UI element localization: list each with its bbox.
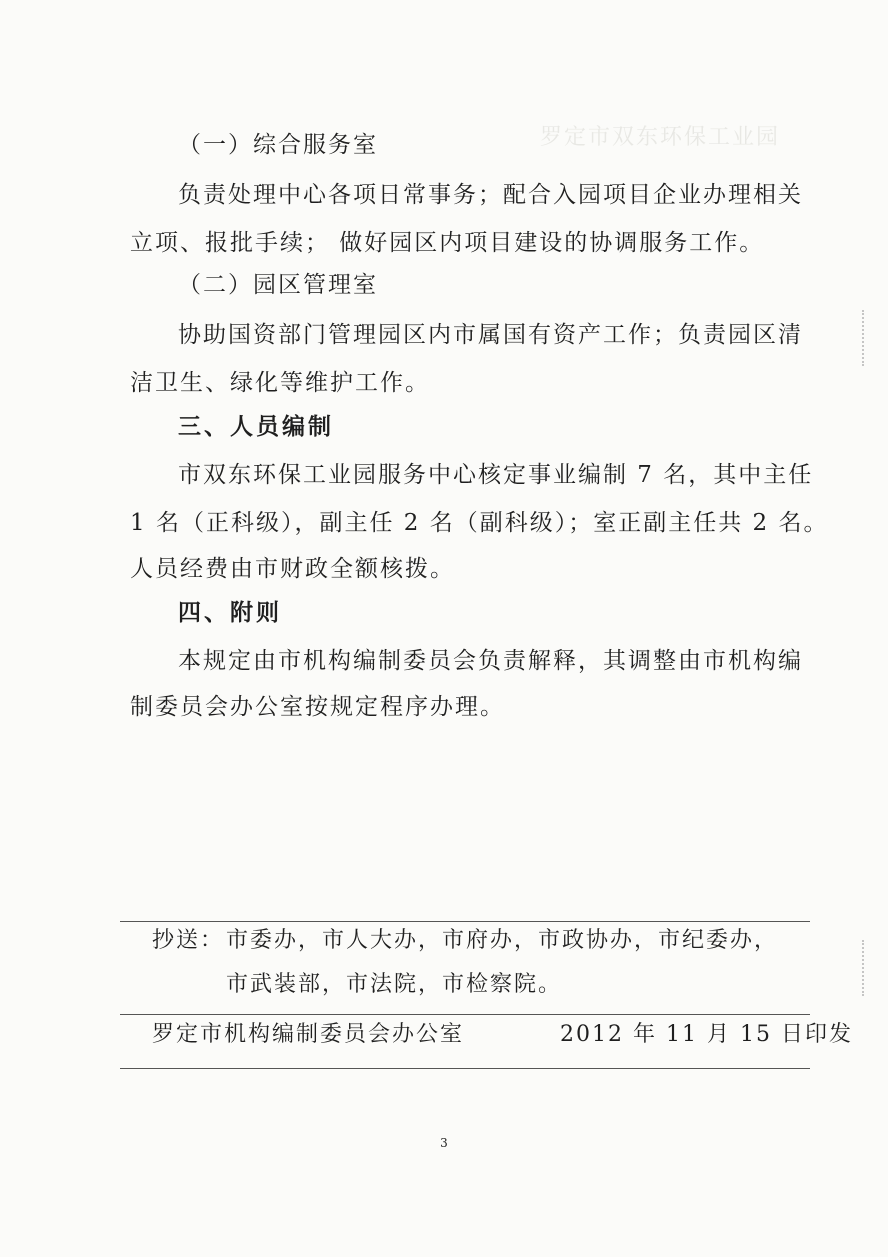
cc-recipients-line1: 市委办，市人大办，市府办，市政协办，市纪委办， (226, 928, 779, 953)
paragraph-line: 立项、报批手续； 做好园区内项目建设的协调服务工作。 (130, 230, 765, 256)
paragraph-line: 市双东环保工业园服务中心核定事业编制 7 名，其中主任 (178, 462, 814, 488)
divider-bottom (120, 1068, 810, 1069)
section-title-supplementary: 四、附则 (178, 600, 282, 626)
subsection-title-comprehensive-service: （一）综合服务室 (178, 132, 378, 158)
paragraph-line: 负责处理中心各项日常事务；配合入园项目企业办理相关 (178, 182, 803, 208)
subsection-title-park-management: （二）园区管理室 (178, 272, 378, 298)
binding-hole-mark (862, 940, 874, 996)
cc-label: 抄送： (152, 928, 225, 953)
divider-top (120, 921, 810, 922)
issue-date: 2012 年 11 月 15 日印发 (560, 1022, 853, 1047)
binding-hole-mark (862, 310, 874, 366)
paragraph-line: 本规定由市机构编制委员会负责解释，其调整由市机构编 (178, 648, 803, 674)
paragraph-line: 1 名（正科级），副主任 2 名（副科级）；室正副主任共 2 名。 (130, 510, 829, 536)
paragraph-line: 洁卫生、绿化等维护工作。 (130, 370, 430, 396)
paragraph-line: 人员经费由市财政全额核拨。 (130, 556, 455, 582)
cc-recipients-line2: 市武装部，市法院，市检察院。 (226, 972, 563, 997)
issuer: 罗定市机构编制委员会办公室 (152, 1022, 465, 1047)
divider-middle (120, 1014, 810, 1015)
paragraph-line: 协助国资部门管理园区内市属国有资产工作；负责园区清 (178, 322, 803, 348)
paragraph-line: 制委员会办公室按规定程序办理。 (130, 694, 505, 720)
section-title-staffing: 三、人员编制 (178, 414, 334, 440)
bleed-through-artifact: 罗定市双东环保工业园 (540, 125, 781, 150)
page-number: 3 (440, 1136, 448, 1150)
